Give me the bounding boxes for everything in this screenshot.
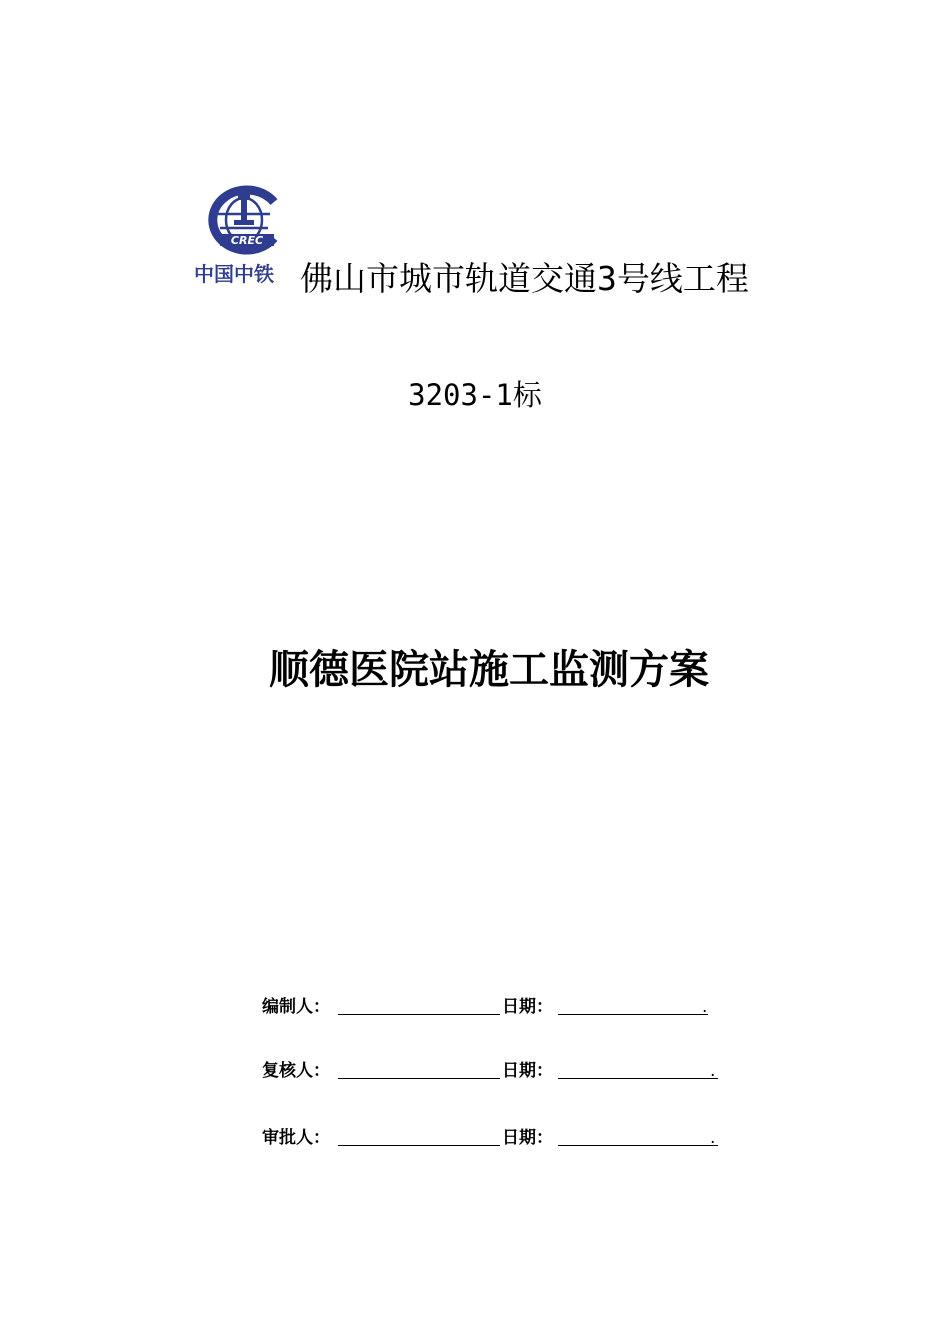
end-mark: .: [710, 1128, 716, 1148]
crec-mark-text: CREC: [230, 234, 264, 247]
section-number: 3203-1标: [408, 378, 542, 412]
name-blank-line: [338, 1078, 500, 1079]
company-logo: [194, 184, 294, 288]
date-blank-line: [558, 1014, 708, 1015]
date-label: 日期：: [502, 1128, 553, 1148]
date-label: 日期：: [502, 1061, 553, 1081]
role-label: 复核人：: [262, 1061, 330, 1081]
date-blank-line: [558, 1078, 718, 1079]
role-label: 编制人：: [262, 997, 330, 1017]
name-blank-line: [338, 1014, 500, 1015]
role-label: 审批人：: [262, 1128, 330, 1148]
name-blank-line: [338, 1145, 500, 1146]
document-title: 顺德医院站施工监测方案: [269, 647, 709, 693]
date-blank-line: [558, 1145, 718, 1146]
crec-logo-icon: [200, 184, 288, 256]
end-mark: .: [702, 997, 708, 1017]
project-title: 佛山市城市轨道交通3号线工程: [300, 259, 749, 298]
logo-text: 中国中铁: [194, 262, 274, 286]
end-mark: .: [710, 1061, 716, 1081]
date-label: 日期：: [502, 997, 553, 1017]
